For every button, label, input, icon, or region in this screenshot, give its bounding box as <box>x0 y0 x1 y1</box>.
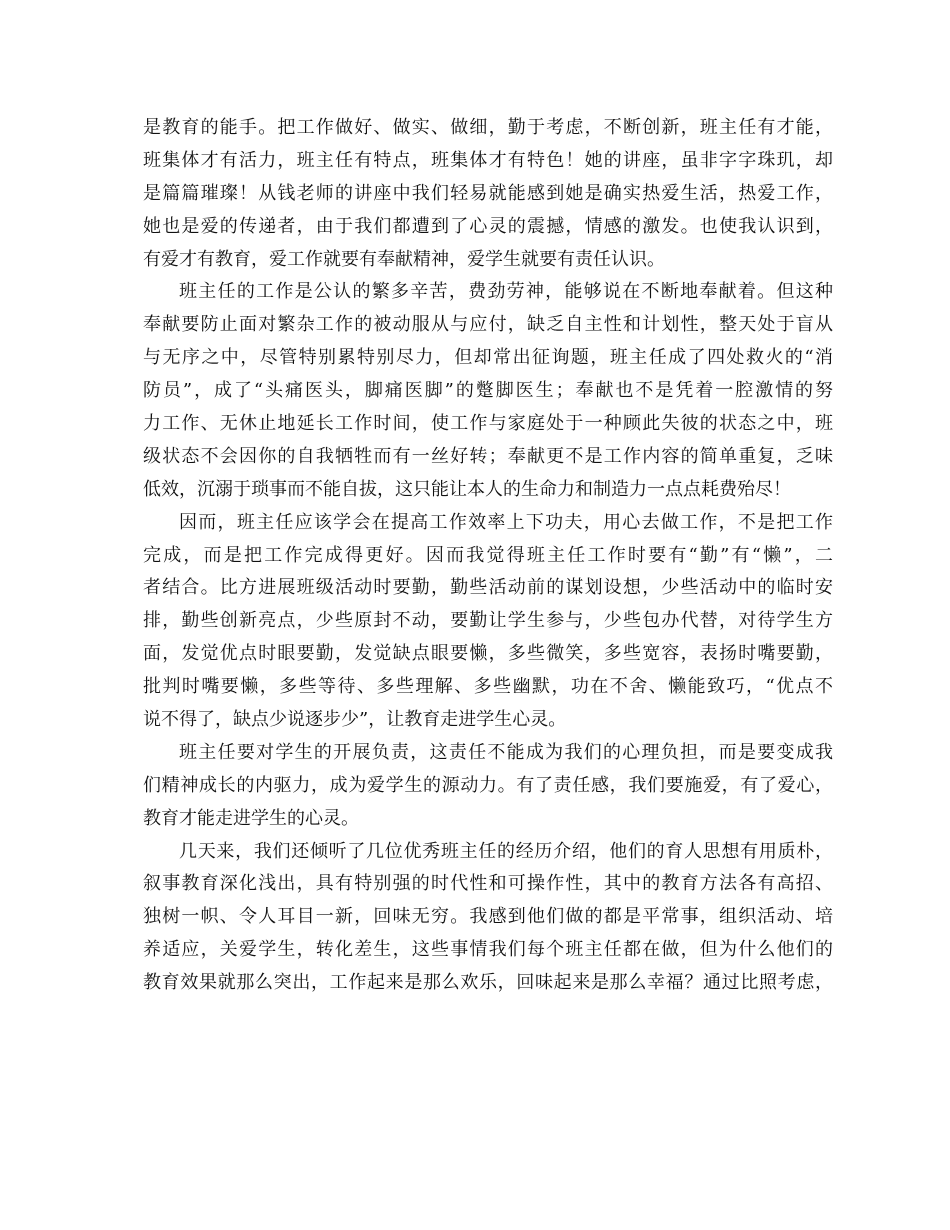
text-line: 因而，班主任应该学会在提高工作效率上下功夫，用心去做工作，不是把工作 <box>179 511 833 533</box>
text-line: 批判时嘴要懒，多些等待、多些理解、多些幽默，功在不舍、懒能致巧，“优点不 <box>143 676 833 698</box>
text-line: 防员”，成了“头痛医头，脚痛医脚”的蹩脚医生；奉献也不是凭着一腔激情的努 <box>143 380 833 402</box>
text-line: 是教育的能手。把工作做好、做实、做细，勤于考虑，不断创新，班主任有才能， <box>143 117 833 138</box>
text-line: 奉献要防止面对繁杂工作的被动服从与应付，缺乏自主性和计划性，整天处于盲从 <box>143 314 833 336</box>
text-line: 与无序之中，尽管特别累特别尽力，但却常出征询题，班主任成了四处救火的“消 <box>143 347 833 369</box>
text-line: 独树一帜、令人耳目一新，回味无穷。我感到他们做的都是平常事，组织活动、培 <box>143 906 833 928</box>
text-line: 几天来，我们还倾听了几位优秀班主任的经历介绍，他们的育人思想有用质朴， <box>179 840 833 862</box>
text-line: 叙事教育深化浅出，具有特别强的时代性和可操作性，其中的教育方法各有高招、 <box>143 873 833 895</box>
text-line: 教育才能走进学生的心灵。 <box>143 807 359 829</box>
text-line: 低效，沉溺于琐事而不能自拔，这只能让本人的生命力和制造力一点点耗费殆尽！ <box>143 478 791 500</box>
text-line: 班主任要对学生的开展负责，这责任不能成为我们的心理负担，而是要变成我 <box>179 741 833 763</box>
text-line: 班主任的工作是公认的繁多辛苦，费劲劳神，能够说在不断地奉献着。但这种 <box>179 281 833 303</box>
text-line: 者结合。比方进展班级活动时要勤，勤些活动前的谋划设想，少些活动中的临时安 <box>143 577 833 599</box>
text-line: 面，发觉优点时眼要勤，发觉缺点眼要懒，多些微笑，多些宽容，表扬时嘴要勤， <box>143 643 833 665</box>
text-line: 排，勤些创新亮点，少些原封不动，要勤让学生参与，少些包办代替，对待学生方 <box>143 610 833 632</box>
text-line: 是篇篇璀璨！从钱老师的讲座中我们轻易就能感到她是确实热爱生活，热爱工作， <box>143 182 833 204</box>
text-line: 养适应，关爱学生，转化差生，这些事情我们每个班主任都在做，但为什么他们的 <box>143 939 833 961</box>
document-body <box>143 112 833 1000</box>
text-line: 她也是爱的传递者，由于我们都遭到了心灵的震撼，情感的激发。也使我认识到， <box>143 215 833 237</box>
text-line: 完成，而是把工作完成得更好。因而我觉得班主任工作时要有“勤”有“懒”，二 <box>143 544 833 566</box>
text-line: 说不得了，缺点少说逐步少”，让教育走进学生心灵。 <box>143 709 567 731</box>
text-line: 们精神成长的内驱力，成为爱学生的源动力。有了责任感，我们要施爱，有了爱心， <box>143 774 833 796</box>
text-line: 有爱才有教育，爱工作就要有奉献精神，爱学生就要有责任认识。 <box>143 248 665 270</box>
text-line: 力工作、无休止地延长工作时间，使工作与家庭处于一种顾此失彼的状态之中，班 <box>143 413 833 435</box>
text-line: 级状态不会因你的自我牺牲而有一丝好转；奉献更不是工作内容的简单重复，乏味 <box>143 445 833 467</box>
text-line: 教育效果就那么突出，工作起来是那么欢乐，回味起来是那么幸福？通过比照考虑， <box>143 972 833 994</box>
text-line: 班集体才有活力，班主任有特点，班集体才有特色！她的讲座，虽非字字珠玑，却 <box>143 149 833 171</box>
